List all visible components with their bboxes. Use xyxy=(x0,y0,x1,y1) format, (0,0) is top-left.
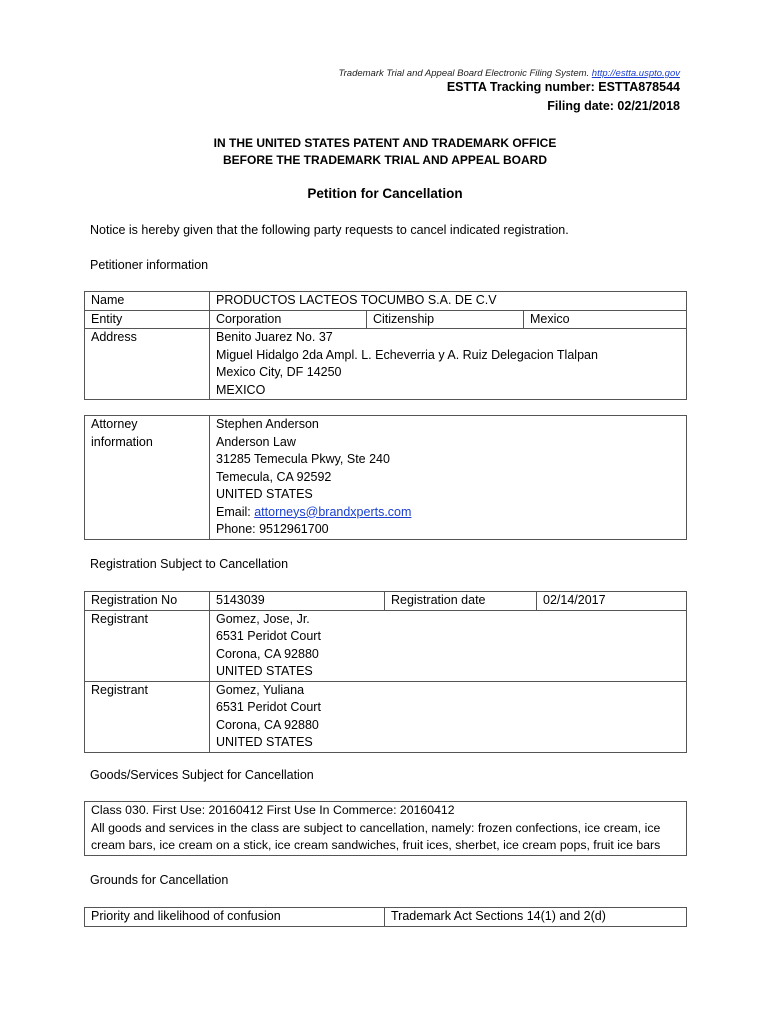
attorney-line: Anderson Law xyxy=(216,434,296,449)
petitioner-heading: Petitioner information xyxy=(90,258,209,272)
registrant-line: Corona, CA 92880 xyxy=(216,646,319,661)
reg-date-label: Registration date xyxy=(385,592,537,611)
reg-date-value: 02/14/2017 xyxy=(537,592,687,611)
citizenship-value: Mexico xyxy=(524,310,687,329)
goods-details xyxy=(85,802,687,856)
address-line: MEXICO xyxy=(216,382,266,397)
goods-description-line: cream bars, ice cream on a stick, ice cream sandwiches, fruit ices, sherbet, ice cream pops, fruit ice bars xyxy=(91,838,661,852)
filing-system-line xyxy=(339,68,680,79)
attorney-email-link[interactable]: attorneys@brandxperts.com xyxy=(254,504,412,519)
attorney-details xyxy=(210,416,687,540)
board-heading: BEFORE THE TRADEMARK TRIAL AND APPEAL BOARD xyxy=(222,153,547,167)
registrant-line: Gomez, Yuliana xyxy=(216,682,305,697)
attorney-label xyxy=(85,416,210,540)
page-title: Petition for Cancellation xyxy=(307,186,463,201)
name-label: Name xyxy=(85,292,210,311)
entity-label: Entity xyxy=(85,310,210,329)
attorney-label-line: Attorney xyxy=(91,417,138,431)
registration-heading: Registration Subject to Cancellation xyxy=(90,557,289,571)
office-heading: IN THE UNITED STATES PATENT AND TRADEMARK OFFICE xyxy=(213,136,557,150)
class-line: Class 030. First Use: 20160412 First Use In Commerce: 20160412 xyxy=(91,803,455,817)
tracking-number: ESTTA Tracking number: ESTTA878544 xyxy=(446,80,680,94)
registrant-2 xyxy=(210,681,687,752)
ground-value: Priority and likelihood of confusion xyxy=(85,908,385,927)
attorney-table xyxy=(84,415,687,540)
entity-value: Corporation xyxy=(210,310,367,329)
goods-description-line: All goods and services in the class are subject to cancellation, namely: frozen confections, ice cream, ice xyxy=(91,820,661,835)
attorney-line: 31285 Temecula Pkwy, Ste 240 xyxy=(216,452,390,466)
registrant-line: 6531 Peridot Court xyxy=(216,700,321,714)
goods-heading: Goods/Services Subject for Cancellation xyxy=(90,768,314,782)
attorney-email-row xyxy=(216,504,680,522)
filing-date: Filing date: 02/21/2018 xyxy=(547,99,680,113)
citizenship-label: Citizenship xyxy=(367,310,524,329)
reg-no-label: Registration No xyxy=(85,592,210,611)
estta-link[interactable]: http://estta.uspto.gov xyxy=(591,68,680,79)
email-label: Email: xyxy=(216,504,251,519)
address-label: Address xyxy=(85,329,210,400)
address-line: Benito Juarez No. 37 xyxy=(216,330,333,344)
petitioner-table xyxy=(84,291,687,400)
registrant-label: Registrant xyxy=(85,610,210,681)
registrant-line: 6531 Peridot Court xyxy=(216,629,321,643)
reg-no-value: 5143039 xyxy=(210,592,385,611)
address-line: Mexico City, DF 14250 xyxy=(216,365,342,379)
attorney-line: UNITED STATES xyxy=(216,487,313,501)
act-value: Trademark Act Sections 14(1) and 2(d) xyxy=(385,908,687,927)
petitioner-address xyxy=(210,329,687,400)
attorney-label-line: information xyxy=(91,434,153,449)
registrant-line: Corona, CA 92880 xyxy=(216,717,319,732)
address-line: Miguel Hidalgo 2da Ampl. L. Echeverria y A. Ruiz Delegacion Tlalpan xyxy=(216,347,598,362)
goods-table xyxy=(84,801,687,856)
attorney-line: Temecula, CA 92592 xyxy=(216,469,332,484)
attorney-phone: Phone: 9512961700 xyxy=(216,522,329,536)
registrant-1 xyxy=(210,610,687,681)
petitioner-name: PRODUCTOS LACTEOS TOCUMBO S.A. DE C.V xyxy=(210,292,687,311)
registrant-label: Registrant xyxy=(85,681,210,752)
registrant-line: UNITED STATES xyxy=(216,735,313,749)
registration-table xyxy=(84,591,687,753)
attorney-line: Stephen Anderson xyxy=(216,417,319,431)
notice-text: Notice is hereby given that the following party requests to cancel indicated registration. xyxy=(90,223,569,237)
grounds-table xyxy=(84,907,687,927)
registrant-line: Gomez, Jose, Jr. xyxy=(216,611,310,626)
grounds-heading: Grounds for Cancellation xyxy=(90,873,229,887)
filing-system-text: Trademark Trial and Appeal Board Electronic Filing System. xyxy=(338,68,590,79)
registrant-line: UNITED STATES xyxy=(216,664,313,678)
